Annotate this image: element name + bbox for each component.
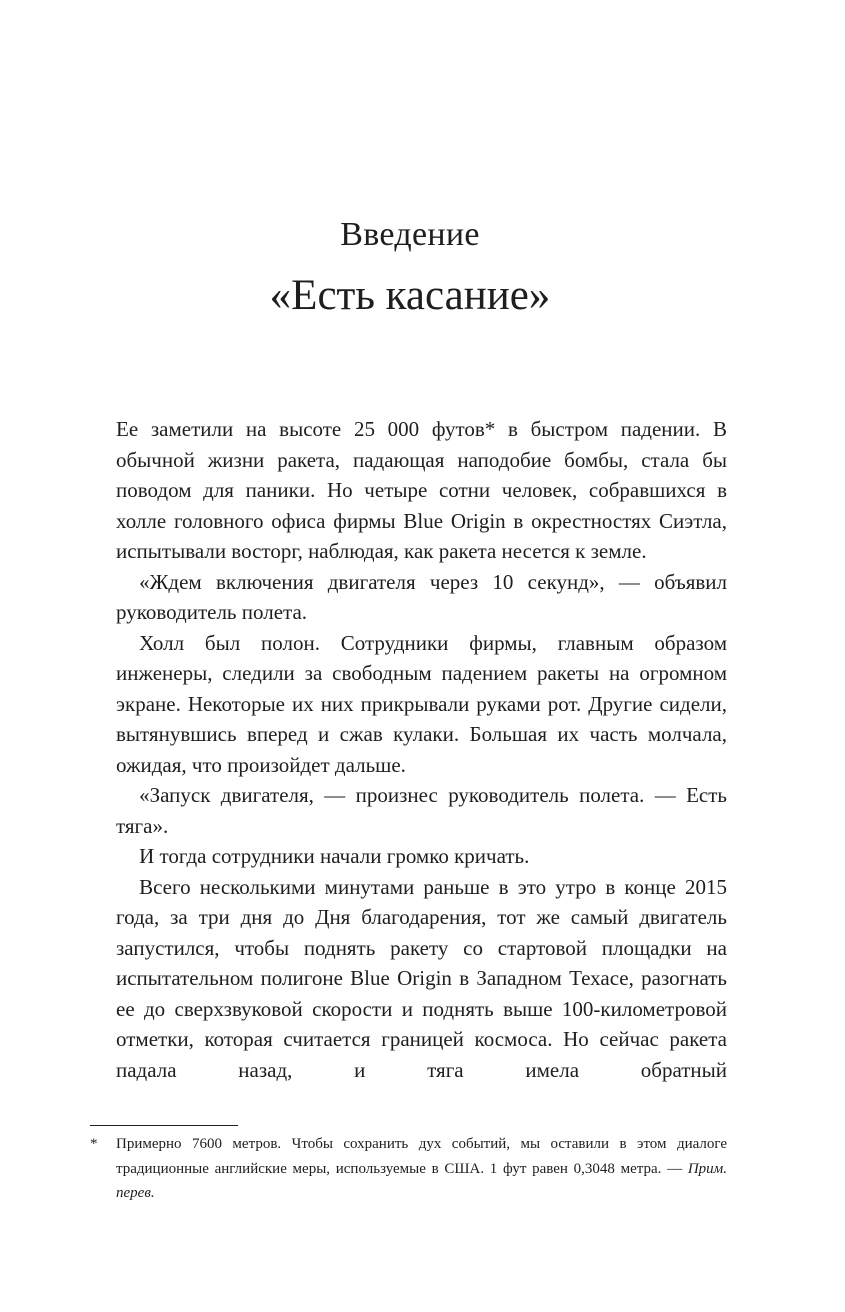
footnote-text: Примерно 7600 метров. Чтобы сохранить дух событий, мы оставили в этом диалоге традиционные английские меры, используемые в США. 1 фут равен 0,3048 метра. — — [116, 1136, 727, 1177]
footnote-divider — [90, 1125, 238, 1126]
footnote-translator-note: Прим. перев. — [116, 1160, 727, 1201]
footnote-body — [116, 1132, 727, 1206]
body-text — [116, 414, 727, 1085]
paragraph-3: Холл был полон. Сотрудники фирмы, главным образом инженеры, следили за свободным падением ракеты на огромном экране. Некоторые их них прикрывали руками рот. Другие сидели, вытянувшись вперед и сжав кулаки. Большая их часть молчала, ожидая, что произойдет дальше. — [116, 630, 727, 777]
paragraph-4: «Запуск двигателя, — произнес руководитель полета. — Есть тяга». — [116, 783, 727, 838]
paragraph-2: «Ждем включения двигателя через 10 секунд», — объявил руководитель полета. — [116, 569, 727, 624]
paragraph-5: И тогда сотрудники начали громко кричать. — [139, 844, 530, 868]
footnote-marker: * — [90, 1136, 98, 1152]
chapter-label: Введение — [340, 216, 480, 253]
footnote — [90, 1132, 727, 1206]
paragraph-1: Ее заметили на высоте 25 000 футов* в быстром падении. В обычной жизни ракета, падающая наподобие бомбы, стала бы поводом для паники. Но четыре сотни человек, собравшихся в холле головного офиса фирмы Blue Origin в окрестностях Сиэтла, испытывали восторг, наблюдая, как ракета несется к земле. — [116, 417, 727, 563]
paragraph-6: Всего несколькими минутами раньше в это утро в конце 2015 года, за три дня до Дня благодарения, тот же самый двигатель запустился, чтобы поднять ракету со стартовой площадки на испытательном полигоне Blue Origin в Западном Техасе, разогнать ее до сверхзвуковой скорости и поднять выше 100-километровой отметки, которая считается границей космоса. Но сейчас ракета падала назад, и тяга имела обратный — [116, 874, 727, 1082]
chapter-title: «Есть касание» — [269, 272, 551, 319]
